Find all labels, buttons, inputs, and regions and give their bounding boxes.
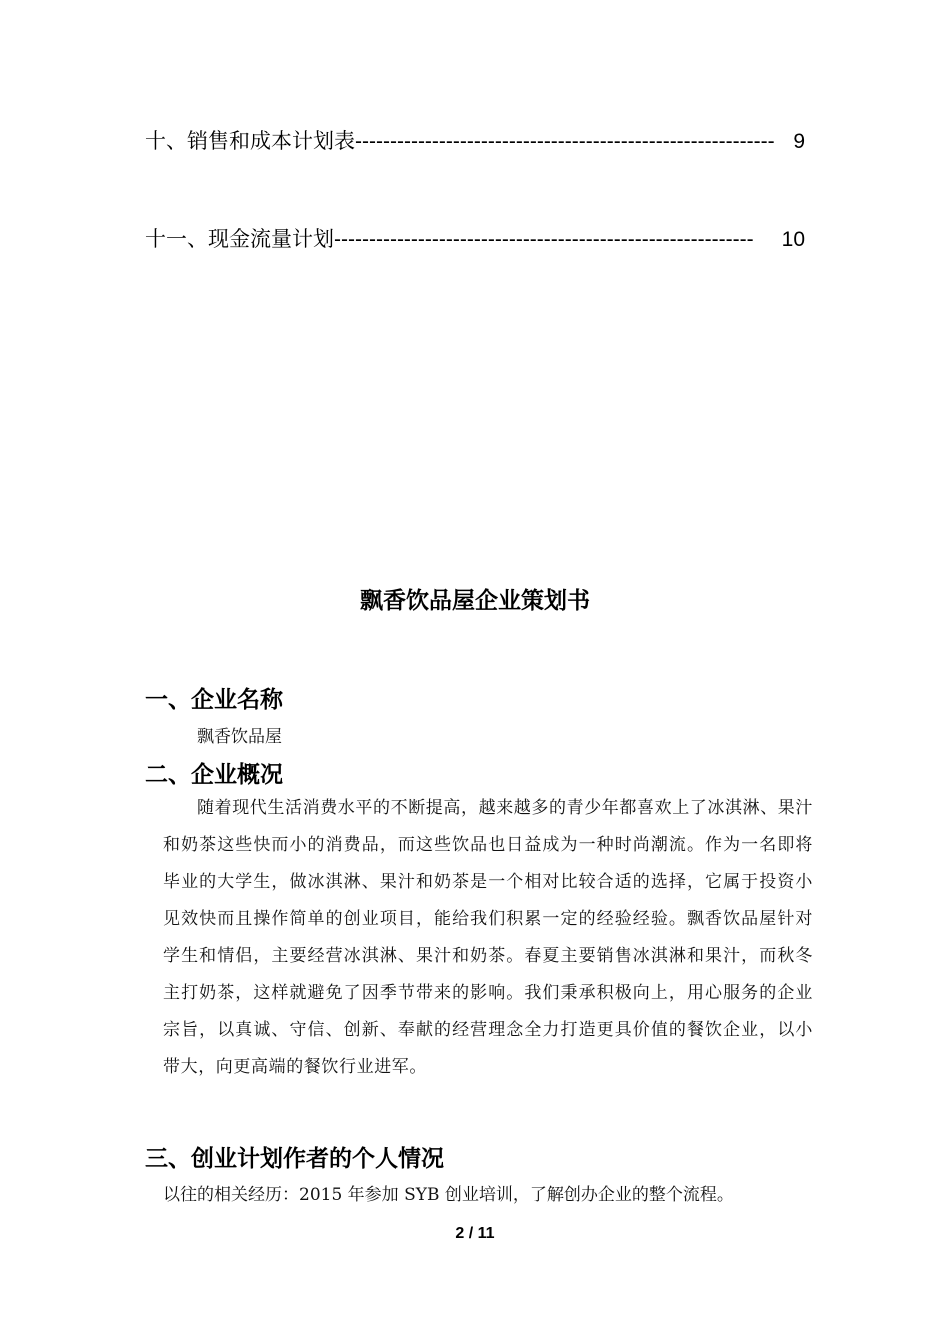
toc-entry-label: 十、销售和成本计划表	[145, 130, 355, 153]
toc-entry[interactable]	[145, 128, 805, 156]
section-body: 以往的相关经历：2015 年参加 SYB 创业培训，了解创办企业的整个流程。	[163, 1185, 734, 1205]
page-indicator: 2 / 11	[455, 1225, 495, 1242]
toc-entry-page-number: 10	[780, 226, 805, 254]
section-heading: 二、企业概况	[145, 762, 283, 788]
toc-entry-page-number: 9	[791, 128, 805, 156]
section-heading: 一、企业名称	[145, 687, 283, 713]
toc-entry-label: 十一、现金流量计划	[145, 228, 334, 251]
section-heading: 三、创业计划作者的个人情况	[145, 1146, 444, 1172]
section-body: 飘香饮品屋	[197, 727, 282, 747]
toc-entry[interactable]	[145, 226, 805, 254]
toc-leader-dashes: ------------------------------------------------------------	[355, 130, 775, 153]
section-body-paragraph: 随着现代生活消费水平的不断提高，越来越多的青少年都喜欢上了冰淇淋、果汁和奶茶这些快而小的消费品，而这些饮品也日益成为一种时尚潮流。作为一名即将毕业的大学生，做冰淇淋、果汁和奶茶是一个相对比较合适的选择，它属于投资小见效快而且操作简单的创业项目，能给我们积累一定的经验经验。飘香饮品屋针对学生和情侣，主要经营冰淇淋、果汁和奶茶。春夏主要销售冰淇淋和果汁，而秋冬主打奶茶，这样就避免了因季节带来的影响。我们秉承积极向上，用心服务的企业宗旨，以真诚、守信、创新、奉献的经营理念全力打造更具价值的餐饮企业，以小带大，向更高端的餐饮行业进军。	[163, 798, 813, 1077]
toc-leader-dashes: ------------------------------------------------------------	[334, 228, 754, 251]
document-title: 飘香饮品屋企业策划书	[360, 588, 590, 614]
